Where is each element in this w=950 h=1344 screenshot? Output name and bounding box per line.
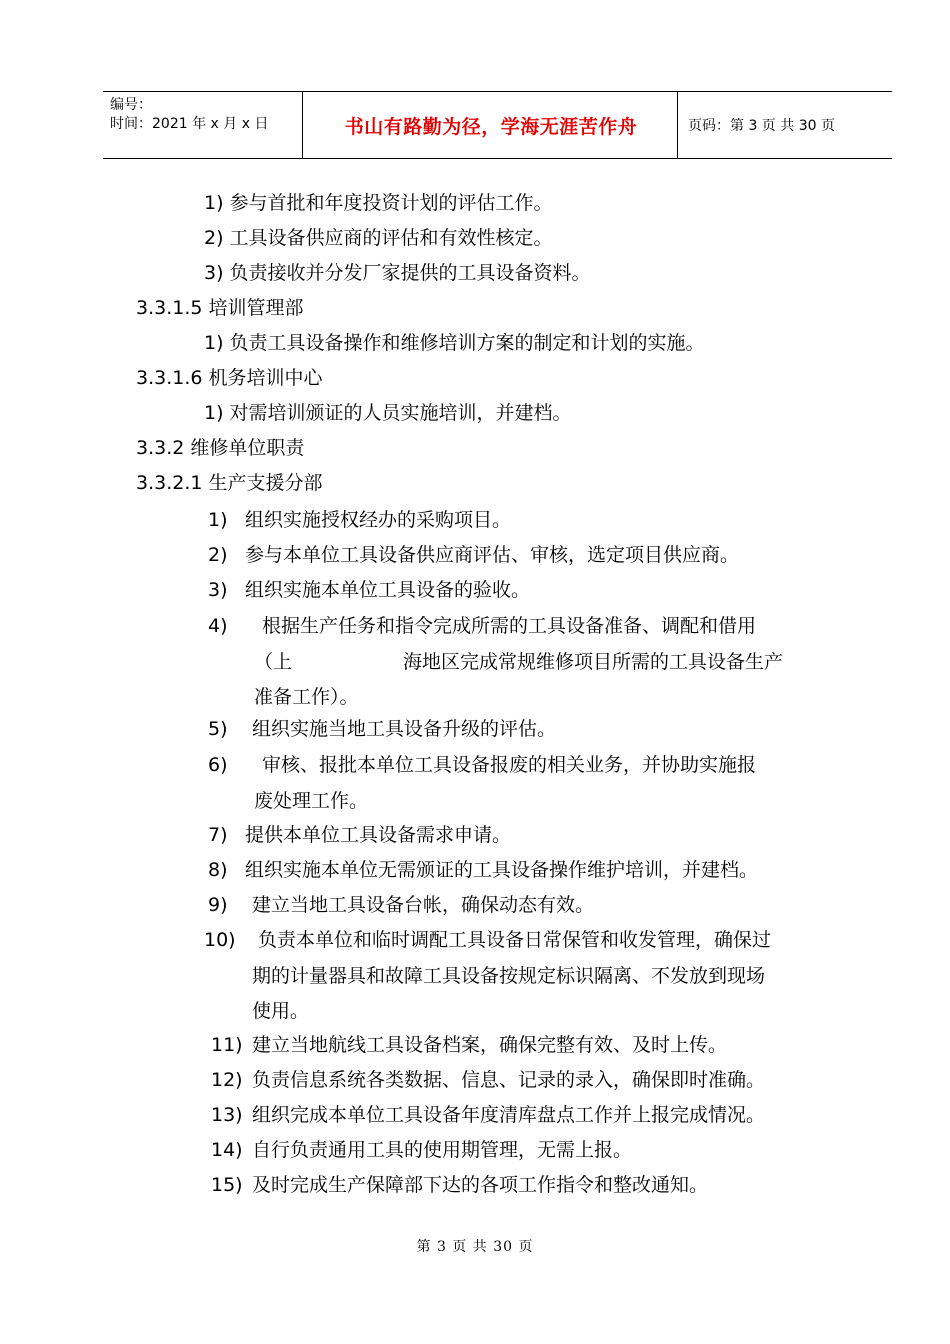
header-motto: 书山有路勤为径，学海无涯苦作舟: [344, 115, 638, 138]
item-number: 14): [211, 1139, 243, 1161]
item-number: 4): [208, 615, 228, 637]
item-text: 根据生产任务和指令完成所需的工具设备准备、调配和借用: [262, 615, 757, 637]
item-number: 6): [208, 754, 228, 776]
header-divider: [302, 92, 303, 158]
item-text: 及时完成生产保障部下达的各项工作指令和整改通知。: [252, 1174, 709, 1196]
item-number: 11): [211, 1034, 243, 1056]
item-text-continued: 海地区完成常规维修项目所需的工具设备生产: [403, 651, 784, 673]
item-number: 5): [208, 718, 228, 740]
item-text-continued: 期的计量器具和故障工具设备按规定标识隔离、不发放到现场: [252, 965, 766, 987]
section-heading: 3.3.2.1 生产支援分部: [136, 472, 323, 494]
header-divider: [677, 92, 678, 158]
item-text-continued: （上: [254, 651, 293, 673]
item-number: 3): [208, 579, 228, 601]
item-text: 组织实施本单位工具设备的验收。: [245, 579, 531, 601]
list-item: 1) 参与首批和年度投资计划的评估工作。: [204, 192, 553, 214]
item-number: 1): [208, 509, 228, 531]
header-page-info: 页码：第 3 页 共 30 页: [688, 118, 835, 134]
item-text: 负责本单位和临时调配工具设备日常保管和收发管理，确保过: [258, 929, 772, 951]
item-text: 建立当地航线工具设备档案，确保完整有效、及时上传。: [252, 1034, 728, 1056]
item-text: 组织实施授权经办的采购项目。: [245, 509, 512, 531]
section-heading: 3.3.2 维修单位职责: [136, 437, 305, 459]
item-text: 组织完成本单位工具设备年度清库盘点工作并上报完成情况。: [252, 1104, 766, 1126]
header-meta: [110, 96, 268, 134]
item-number: 12): [211, 1069, 243, 1091]
serial-number-label: 编号：: [110, 97, 152, 113]
item-number: 15): [211, 1174, 243, 1196]
section-heading: 3.3.1.5 培训管理部: [136, 297, 304, 319]
list-item: 1) 负责工具设备操作和维修培训方案的制定和计划的实施。: [204, 332, 705, 354]
item-text: 建立当地工具设备台帐，确保动态有效。: [252, 894, 595, 916]
item-number: 10): [204, 929, 236, 951]
item-text: 参与本单位工具设备供应商评估、审核，选定项目供应商。: [245, 544, 740, 566]
item-number: 7): [208, 824, 228, 846]
item-number: 2): [208, 544, 228, 566]
list-item: 1) 对需培训颁证的人员实施培训，并建档。: [204, 402, 572, 424]
item-text: 组织实施当地工具设备升级的评估。: [252, 718, 557, 740]
list-item: 3) 负责接收并分发厂家提供的工具设备资料。: [204, 262, 591, 284]
item-text-continued: 准备工作）。: [254, 686, 359, 708]
item-number: 9): [208, 894, 228, 916]
page-footer: 第 3 页 共 30 页: [416, 1239, 534, 1255]
item-text: 审核、报批本单位工具设备报废的相关业务，并协助实施报: [262, 754, 757, 776]
item-text: 负责信息系统各类数据、信息、记录的录入，确保即时准确。: [252, 1069, 766, 1091]
item-text: 组织实施本单位无需颁证的工具设备操作维护培训，并建档。: [245, 859, 759, 881]
item-text: 自行负责通用工具的使用期管理，无需上报。: [252, 1139, 633, 1161]
item-number: 13): [211, 1104, 243, 1126]
date-label: 时间：2021 年 x 月 x 日: [110, 116, 269, 132]
list-item: 2) 工具设备供应商的评估和有效性核定。: [204, 227, 553, 249]
item-text-continued: 使用。: [252, 1000, 310, 1022]
item-number: 8): [208, 859, 228, 881]
document-header: [103, 91, 892, 159]
item-text-continued: 废处理工作。: [254, 790, 369, 812]
item-text: 提供本单位工具设备需求申请。: [245, 824, 512, 846]
section-heading: 3.3.1.6 机务培训中心: [136, 367, 323, 389]
